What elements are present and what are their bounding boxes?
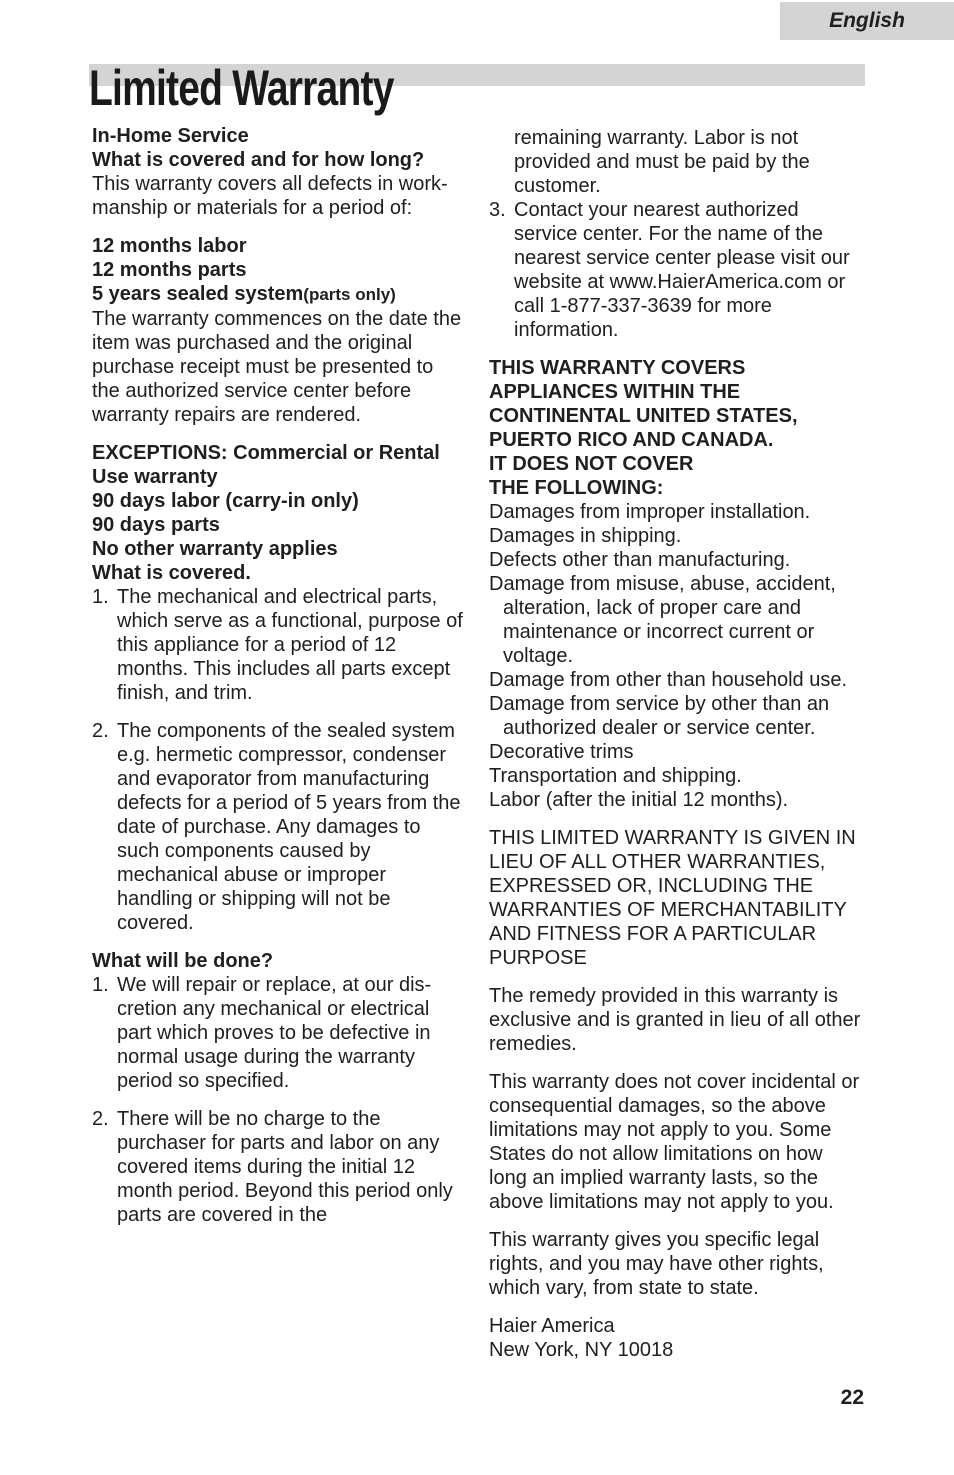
covered-item [92, 719, 464, 935]
contact-item [489, 198, 865, 342]
exclusion-item: Labor (after the initial 12 months). [489, 789, 789, 811]
exclusion-item: Transportation and shipping. [489, 765, 742, 787]
right-column [489, 126, 865, 1362]
remedy-text: The remedy provided in this warranty is exclusive and is granted in lieu of all other remedies. [489, 985, 861, 1055]
no-other-warranty: No other warranty applies [92, 538, 338, 560]
exclusion-item: Decorative trims [489, 741, 634, 763]
not-cover-heading-2: THE FOLLOWING: [489, 477, 664, 499]
exception-labor [92, 489, 464, 513]
exclusion-item: Defects other than manufacturing. [489, 549, 791, 571]
coverage-heading: THIS WARRANTY COVERS APPLIANCES WITHIN THE CONTINENTAL UNITED STATES, PUERTO RICO AND CANADA. [489, 357, 798, 451]
exclusion-item: Damage from other than household use. [489, 669, 847, 691]
exclusion-item: Damage from misuse, abuse, accident, alteration, lack of proper care and maintenance or incorrect current or voltage. [489, 573, 836, 667]
item-number: 2. [92, 720, 109, 742]
page-number: 22 [840, 1386, 864, 1409]
exclusion-item: Damages in shipping. [489, 525, 682, 547]
what-covered-heading: What is covered. [92, 562, 251, 584]
commencement-text: The warranty commences on the date the item was purchased and the original purchase receipt must be presented to the authorized service center before warranty repairs are rendered. [92, 308, 462, 426]
what-done-heading: What will be done? [92, 950, 274, 972]
covered-item [92, 585, 464, 705]
incidental-text: This warranty does not cover incidental or consequential damages, so the above limitations may not apply to you. Some States do not allow limitations on how long an implied warranty lasts, so the above limitations may not apply to you. [489, 1071, 860, 1213]
company-address: New York, NY 10018 [489, 1339, 674, 1361]
limited-warranty-statement: THIS LIMITED WARRANTY IS GIVEN IN LIEU OF ALL OTHER WARRANTIES, EXPRESSED OR, INCLUDING THE WARRANTIES OF MERCHANTABILITY AND FITNESS FOR A PARTICULAR PURPOSE [489, 827, 856, 969]
item-number: 3. [489, 199, 506, 221]
parts-period: 12 months parts [92, 259, 247, 281]
exception-parts: 90 days parts [92, 514, 220, 536]
exception-labor-label: 90 days labor [92, 490, 220, 512]
exclusion-item: Damage from service by other than an authorized dealer or service center. [489, 693, 830, 739]
sealed-system-note: (parts only) [303, 285, 396, 304]
item-text: The components of the sealed system e.g. hermetic compressor, condenser and evaporator from manufacturing defects for a period of 5 years from the date of purchase. Any damages to such components caused by mechanical abuse or improper handling or shipping will not be covered. [117, 720, 461, 934]
item-number: 1. [92, 974, 109, 996]
not-cover-heading-1: IT DOES NOT COVER [489, 453, 694, 475]
item-text: Contact your nearest authorized service center. For the name of the nearest service center please visit our website at www.HaierAmerica.com or call 1-877-337-3639 for more information. [514, 199, 850, 341]
continuation-text: remaining warranty. Labor is not provided and must be paid by the customer. [514, 127, 810, 197]
done-item [92, 973, 464, 1093]
language-label: English [829, 9, 905, 32]
item-number: 1. [92, 586, 109, 608]
covers-intro-text: This warranty covers all defects in work-manship or materials for a period of: [92, 173, 448, 219]
page-title: Limited Warranty [89, 60, 394, 116]
item-text: The mechanical and electrical parts, which serve as a functional, purpose of this appliance for a period of 12 months. This includes all parts except finish, and trim. [117, 586, 463, 704]
language-tab [780, 2, 954, 40]
exclusions-list [489, 500, 865, 812]
covered-question-heading: What is covered and for how long? [92, 149, 425, 171]
sealed-system-period [92, 282, 464, 307]
done-item [92, 1107, 464, 1227]
exclusion-item: Damages from improper installation. [489, 501, 811, 523]
labor-period: 12 months labor [92, 235, 247, 257]
exceptions-heading: EXCEPTIONS: Commercial or Rental Use warranty [92, 442, 440, 488]
company-name: Haier America [489, 1315, 615, 1337]
item-text: There will be no charge to the purchaser for parts and labor on any covered items during the initial 12 month period. Beyond this period only parts are covered in the [117, 1108, 453, 1226]
legal-rights-text: This warranty gives you specific legal rights, and you may have other rights, which vary, from state to state. [489, 1229, 824, 1299]
item-number: 2. [92, 1108, 109, 1130]
exception-labor-note: (carry-in only) [225, 490, 359, 512]
left-column [92, 124, 464, 1241]
sealed-system-label: 5 years sealed system [92, 283, 304, 305]
in-home-service-heading: In-Home Service [92, 125, 249, 147]
item-text: We will repair or replace, at our dis-cretion any mechanical or electrical part which proves to be defective in normal usage during the warranty period so specified. [117, 974, 432, 1092]
